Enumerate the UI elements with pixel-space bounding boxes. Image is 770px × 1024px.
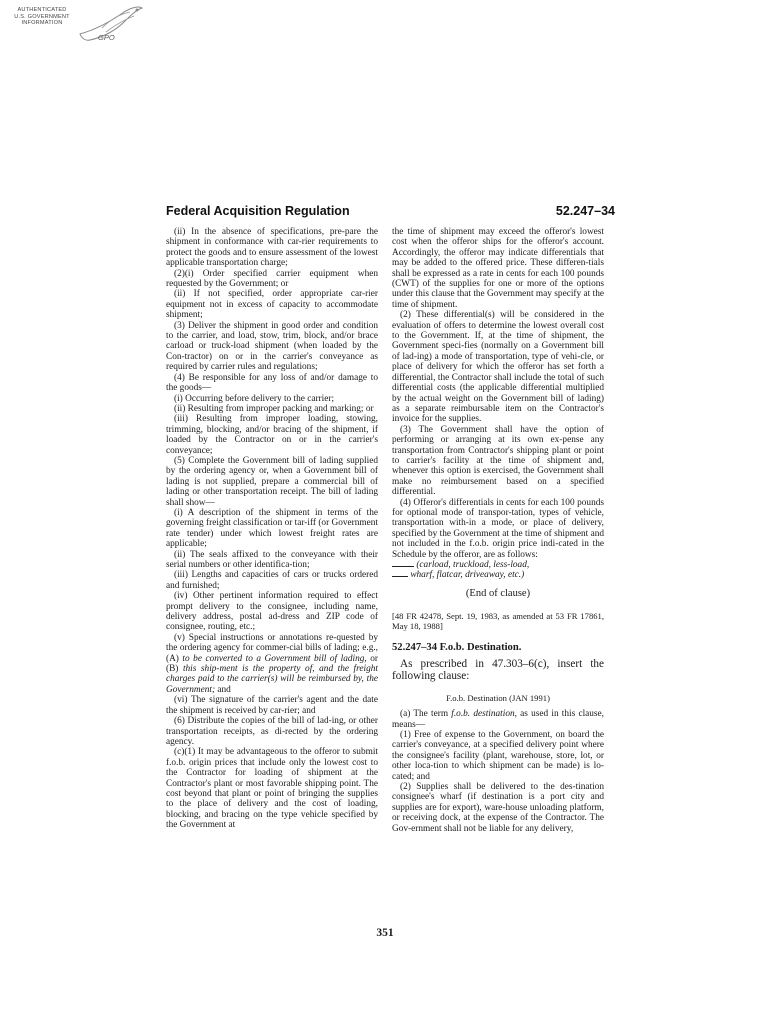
- paragraph: (2)(i) Order specified carrier equipment when requested by the Government; or: [166, 268, 378, 290]
- fill-in-blank: [392, 566, 414, 567]
- text-run: or (B): [166, 653, 378, 675]
- running-header-title: Federal Acquisition Regulation: [166, 204, 350, 218]
- text-run: as used in this clause, means—: [392, 709, 604, 730]
- left-column: [166, 227, 378, 831]
- paragraph: (5) Complete the Government bill of lading supplied by the ordering agency or, when a Government bill of lading is not supplied, prepare a commercial bill of lading or other transportation receipt. The bill of lading shall show—: [166, 455, 378, 508]
- citation: [48 FR 42478, Sept. 19, 1983, as amended at 53 FR 17861, May 18, 1988]: [392, 611, 604, 632]
- paragraph-special-instructions: [166, 633, 378, 695]
- italic-run: (carload, truckload, less-load,: [416, 560, 530, 570]
- paragraph: (4) Offeror's differentials in cents for each 100 pounds for optional mode of transpor-tation, types of vehicle, transportation with-in a mode, or place of delivery, specified by the Government at the time of shipment and not included in the f.o.b. origin price indi-cated in the Schedule by the offeror, are as follows:: [392, 497, 604, 560]
- gpo-text: [6, 7, 78, 27]
- paragraph: (c)(1) It may be advantageous to the offeror to submit f.o.b. origin prices that include only the lowest cost to the Contractor for loading of shipment at the Contractor's plant or most favorable shipping point. The cost beyond that plant or point of bringing the supplies to the place of delivery and the cost of loading, blocking, and bracing on the type vehicle specified by the Government at: [166, 747, 378, 831]
- italic-run: this ship-ment is the property of, and the freight charges paid to the carrier(s) will be reimbursed by, the Government;: [166, 664, 378, 695]
- paragraph: (2) These differential(s) will be considered in the evaluation of offers to determine the lowest overall cost to the Government. If, at the time of shipment, the Government speci-fies (normally on a Government bill of lad-ing) a mode of transportation, type of vehi-cle, or place of delivery for which the offeror has set forth a differential, the Contractor shall include the total of such differential costs (the applicable differential multiplied by the actual weight on the Government bill of lading) as a separate reimbursable item on the Contractor's invoice for the supplies.: [392, 310, 604, 425]
- fill-in-blank: [392, 576, 408, 577]
- clause-title: F.o.b. Destination (JAN 1991): [446, 692, 550, 703]
- logo-line: AUTHENTICATED: [17, 7, 67, 13]
- paragraph: (ii) Resulting from improper packing and marking; or: [174, 403, 374, 414]
- paragraph: (i) Occurring before delivery to the carrier;: [174, 393, 335, 404]
- paragraph: (4) Be responsible for any loss of and/or damage to the goods—: [166, 372, 378, 394]
- paragraph: (1) Free of expense to the Government, on board the carrier's conveyance, at a specified delivery point where the consignee's facility (plant, warehouse, store, lot, or other loca-tion to which shipment can be made) is lo-cated; and: [392, 730, 604, 782]
- paragraph: (ii) If not specified, order appropriate car-rier equipment not in excess of capacity to accommodate shipment;: [166, 289, 378, 321]
- paragraph: (3) The Government shall have the option of performing or arranging at its own ex-pense any transportation from Contractor's shipping plant or point to carrier's facility at the time of shipment and, whenever this option is exercised, the Government shall make no reimbursement based on a specified differential.: [392, 424, 604, 498]
- paragraph: (2) Supplies shall be delivered to the des-tination consignee's wharf (if destination is a port city and supplies are for export), ware-house unloading platform, or receiving dock, at the expense of the Contractor. The Gov-ernment shall not be liable for any delivery,: [392, 782, 604, 834]
- text-run: (v) Special instructions or annotations re-quested by the ordering agency for commer-cial bills of lading; e.g., (A): [166, 632, 378, 664]
- text-run: (a) The term: [400, 709, 452, 720]
- paragraph: (iv) Other pertinent information required to effect prompt delivery to the consignee, including name, delivery address, postal ad-dress and ZIP code of consignee, routing, etc.;: [166, 591, 378, 633]
- paragraph: (vi) The signature of the carrier's agent and the date the shipment is received by car-rier; and: [166, 695, 378, 716]
- italic-run: to be converted to a Government bill of lading,: [182, 653, 367, 664]
- prescription-text: As prescribed in 47.303–6(c), insert the following clause:: [392, 657, 604, 683]
- text-run: and: [215, 684, 231, 695]
- gpo-mark: GPO: [98, 33, 115, 42]
- paragraph: (6) Distribute the copies of the bill of lad-ing, or other transportation receipts, as di-rected by the ordering agency.: [166, 716, 378, 747]
- paragraph: (iii) Lengths and capacities of cars or trucks ordered and furnished;: [166, 570, 378, 591]
- italic-run: wharf, flatcar, driveaway, etc.): [410, 570, 525, 581]
- paragraph: (3) Deliver the shipment in good order and condition to the carrier, and load, stow, trim, block, and/or brace carload or truck-load shipment (when loaded by the Con-tractor) on or in the carrier's conveyance as required by carrier rules and regulations;: [166, 320, 378, 373]
- gpo-authentication-logo: [6, 4, 146, 46]
- running-header-section: 52.247–34: [555, 204, 615, 218]
- page-number: 351: [376, 927, 394, 939]
- blank-line-entry: [392, 570, 604, 580]
- paragraph: (iii) Resulting from improper loading, stowing, trimming, blocking, and/or bracing of the shipment, if loaded by the Contractor on or in the carrier's conveyance;: [166, 414, 378, 456]
- paragraph: (ii) The seals affixed to the conveyance with their serial numbers or other identifica-tion;: [166, 549, 378, 570]
- paragraph-definition: [392, 709, 604, 730]
- blank-line-entry: [392, 560, 604, 570]
- italic-run: f.o.b. destination,: [451, 709, 517, 720]
- right-column: [392, 227, 604, 834]
- logo-line: INFORMATION: [21, 20, 63, 27]
- logo-line: U.S. GOVERNMENT: [14, 13, 70, 20]
- paragraph: (ii) In the absence of specifications, pre-pare the shipment in conformance with car-rier requirements to protect the goods and to ensure assessment of the lowest applicable transportation charge;: [166, 227, 378, 269]
- paragraph: (i) A description of the shipment in terms of the governing freight classification or tar-iff (or Government rate tender) under which lowest freight rates are applicable;: [166, 507, 378, 550]
- end-of-clause: (End of clause): [465, 587, 531, 599]
- paragraph: the time of shipment may exceed the offeror's lowest cost when the offeror ships for the offeror's account. Accordingly, the offeror may indicate differentials that may be added to the offered price. These differen-tials shall be expressed as a rate in cents for each 100 pounds (CWT) of the supplies for one or more of the options under this clause that the Government may specify at the time of shipment.: [392, 227, 604, 310]
- section-heading: 52.247–34 F.o.b. Destination.: [392, 642, 522, 654]
